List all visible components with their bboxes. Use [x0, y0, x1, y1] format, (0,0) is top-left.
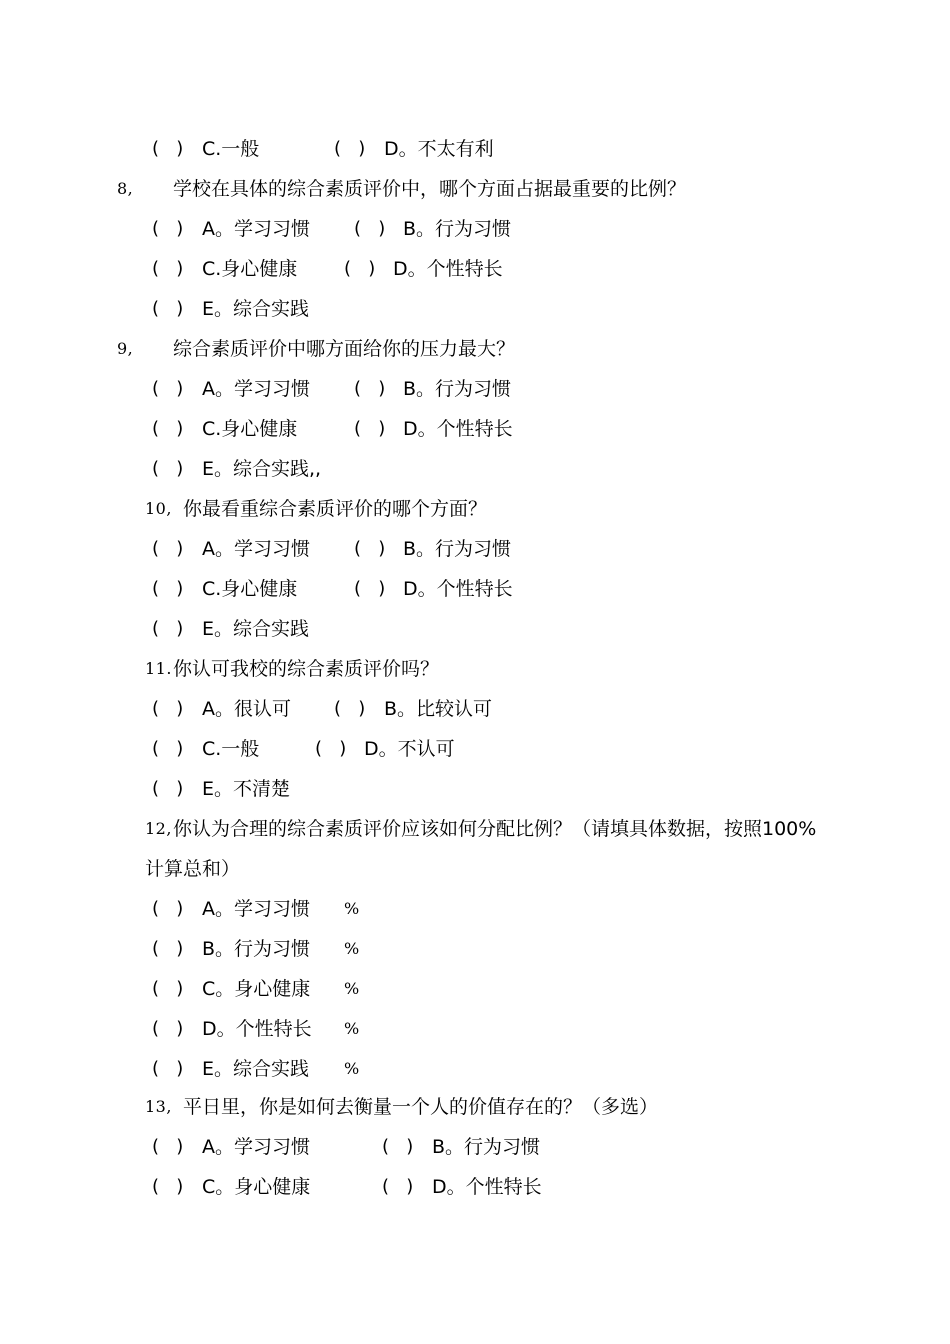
answer-blank[interactable]: ( )	[152, 738, 184, 759]
question-number: 13,	[145, 1097, 172, 1116]
option-row	[0, 1009, 950, 1049]
answer-blank[interactable]: ( )	[152, 1136, 184, 1157]
answer-blank[interactable]: ( )	[382, 1176, 414, 1197]
option-label: B。行为习惯	[403, 538, 512, 560]
option-label: E。综合实践	[202, 1058, 310, 1080]
question-number: 10,	[145, 499, 172, 518]
option-label: A。学习习惯	[202, 378, 310, 400]
answer-blank[interactable]: ( )	[152, 978, 184, 999]
question-text: 平日里，你是如何去衡量一个人的价值存在的？（多选）	[183, 1096, 659, 1118]
answer-blank[interactable]: ( )	[354, 578, 386, 599]
option-row	[0, 969, 950, 1009]
option-row	[0, 609, 950, 649]
option-row	[0, 729, 950, 769]
answer-blank[interactable]: ( )	[354, 378, 386, 399]
question-row	[0, 1087, 950, 1127]
answer-blank[interactable]: ( )	[152, 618, 184, 639]
question-row	[0, 489, 950, 529]
percent-field[interactable]: %	[344, 939, 360, 958]
answer-blank[interactable]: ( )	[354, 418, 386, 439]
option-label: C.一般	[202, 738, 260, 760]
option-row	[0, 449, 950, 489]
percent-field[interactable]: %	[344, 1019, 360, 1038]
option-label: A。学习习惯	[202, 218, 310, 240]
option-label: D。个性特长	[403, 578, 513, 600]
question-row	[0, 649, 950, 689]
question-number: 12,	[145, 819, 172, 838]
answer-blank[interactable]: ( )	[152, 778, 184, 799]
question-row	[0, 809, 950, 849]
option-label: C.一般	[202, 138, 260, 160]
option-label: D。个性特长	[393, 258, 503, 280]
option-label: D。个性特长	[432, 1176, 542, 1198]
answer-blank[interactable]: ( )	[152, 1176, 184, 1197]
answer-blank[interactable]: ( )	[344, 258, 376, 279]
answer-blank[interactable]: ( )	[152, 898, 184, 919]
percent-field[interactable]: %	[344, 1059, 360, 1078]
option-row	[0, 889, 950, 929]
answer-blank[interactable]: ( )	[152, 1058, 184, 1079]
option-label: D。不太有利	[384, 138, 494, 160]
option-label: A。学习习惯	[202, 1136, 310, 1158]
question-text: 你最看重综合素质评价的哪个方面？	[183, 498, 488, 520]
option-row	[0, 1049, 950, 1089]
answer-blank[interactable]: ( )	[334, 138, 366, 159]
option-label: E。综合实践	[202, 618, 310, 640]
option-label: B。比较认可	[384, 698, 493, 720]
answer-blank[interactable]: ( )	[152, 938, 184, 959]
option-row	[0, 769, 950, 809]
option-label: D。不认可	[364, 738, 455, 760]
answer-blank[interactable]: ( )	[152, 698, 184, 719]
question-text: 你认可我校的综合素质评价吗？	[173, 658, 440, 680]
option-label: D。个性特长	[403, 418, 513, 440]
answer-blank[interactable]: ( )	[152, 538, 184, 559]
question-text: 综合素质评价中哪方面给你的压力最大？	[173, 338, 516, 360]
answer-blank[interactable]: ( )	[152, 1018, 184, 1039]
option-row	[0, 1127, 950, 1167]
percent-field[interactable]: %	[344, 899, 360, 918]
question-number: 11.	[145, 659, 172, 678]
option-label: C。身心健康	[202, 1176, 311, 1198]
option-label: B。行为习惯	[403, 378, 512, 400]
option-label: A。很认可	[202, 698, 291, 720]
question-row	[0, 169, 950, 209]
option-label: B。行为习惯	[403, 218, 512, 240]
answer-blank[interactable]: ( )	[152, 578, 184, 599]
question-text: 学校在具体的综合素质评价中，哪个方面占据最重要的比例？	[173, 178, 687, 200]
option-row	[0, 1167, 950, 1207]
question-text: 计算总和）	[145, 858, 241, 880]
option-label: E。综合实践,,	[202, 458, 322, 480]
answer-blank[interactable]: ( )	[354, 218, 386, 239]
answer-blank[interactable]: ( )	[334, 698, 366, 719]
option-row	[0, 529, 950, 569]
answer-blank[interactable]: ( )	[152, 378, 184, 399]
question-continuation	[0, 849, 950, 889]
option-row	[0, 249, 950, 289]
option-row	[0, 569, 950, 609]
answer-blank[interactable]: ( )	[152, 298, 184, 319]
option-row	[0, 289, 950, 329]
question-number: 9,	[117, 339, 134, 358]
option-label: A。学习习惯	[202, 898, 310, 920]
option-label: C.身心健康	[202, 418, 298, 440]
option-row	[0, 369, 950, 409]
option-row	[0, 409, 950, 449]
option-label: C.身心健康	[202, 258, 298, 280]
option-row	[0, 929, 950, 969]
option-label: D。个性特长	[202, 1018, 312, 1040]
option-label: E。综合实践	[202, 298, 310, 320]
percent-field[interactable]: %	[344, 979, 360, 998]
option-label: C。身心健康	[202, 978, 311, 1000]
option-label: B。行为习惯	[202, 938, 311, 960]
answer-blank[interactable]: ( )	[152, 258, 184, 279]
option-row	[0, 129, 950, 169]
answer-blank[interactable]: ( )	[152, 458, 184, 479]
option-row	[0, 209, 950, 249]
question-row	[0, 329, 950, 369]
answer-blank[interactable]: ( )	[152, 138, 184, 159]
option-label: E。不清楚	[202, 778, 291, 800]
option-row	[0, 689, 950, 729]
option-label: C.身心健康	[202, 578, 298, 600]
answer-blank[interactable]: ( )	[152, 218, 184, 239]
question-number: 8,	[117, 179, 134, 198]
option-label: A。学习习惯	[202, 538, 310, 560]
option-label: B。行为习惯	[432, 1136, 541, 1158]
answer-blank[interactable]: ( )	[152, 418, 184, 439]
answer-blank[interactable]: ( )	[354, 538, 386, 559]
answer-blank[interactable]: ( )	[382, 1136, 414, 1157]
answer-blank[interactable]: ( )	[315, 738, 347, 759]
question-text: 你认为合理的综合素质评价应该如何分配比例？（请填具体数据，按照100%	[173, 818, 817, 840]
